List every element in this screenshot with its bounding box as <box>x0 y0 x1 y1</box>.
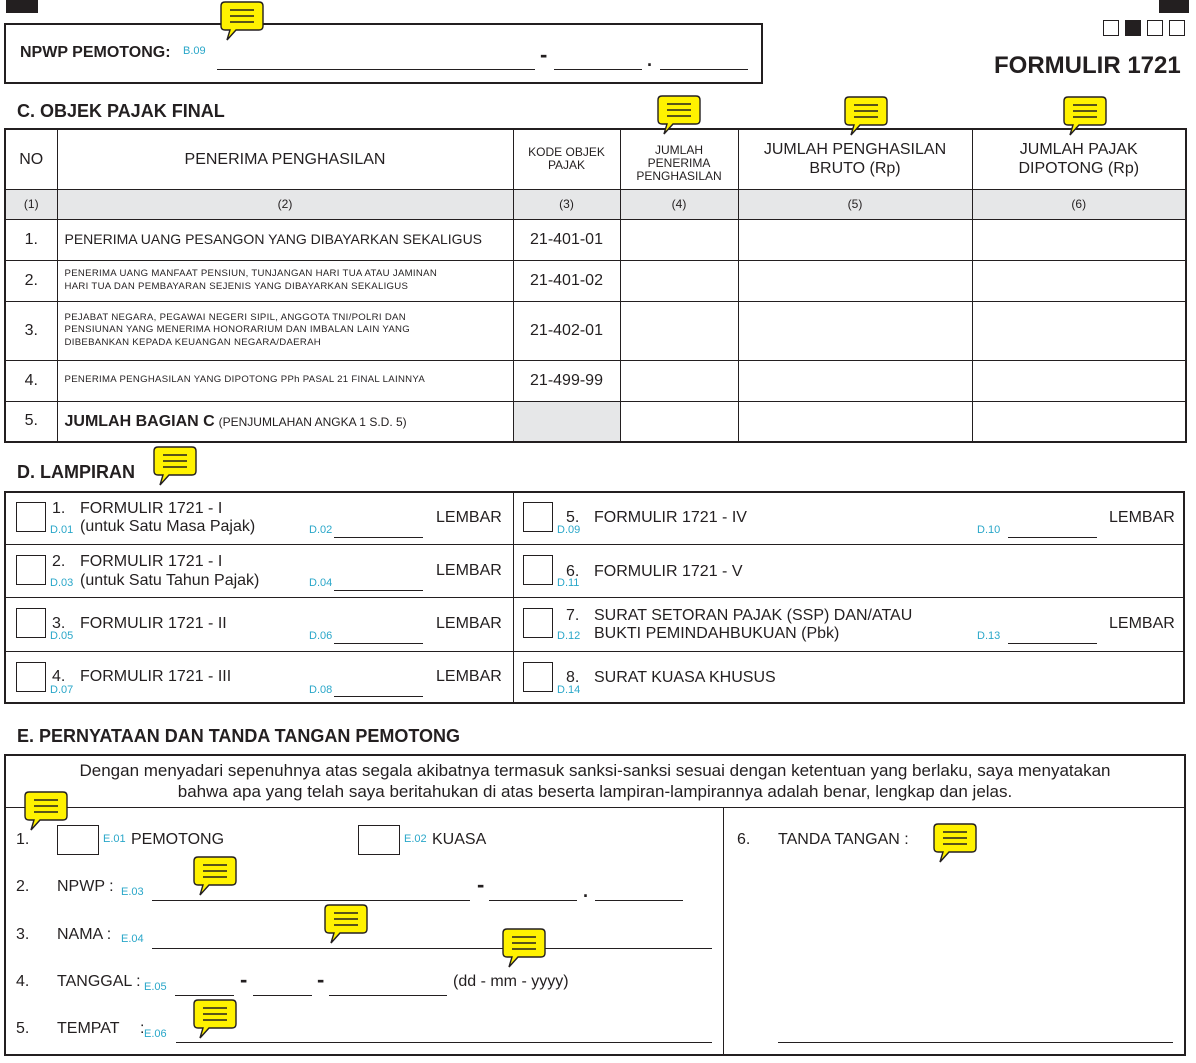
lembar-field-code: D.13 <box>977 630 1001 642</box>
tempat-colon: : <box>140 1020 145 1037</box>
column-number: (3) <box>513 189 620 219</box>
header-bruto-line2: BRUTO (Rp) <box>809 160 901 178</box>
npwp-label: NPWP : <box>57 878 114 895</box>
lembar-field-code: D.04 <box>309 577 333 589</box>
row-kode: 21-401-02 <box>513 260 620 301</box>
lembar-label: LEMBAR <box>436 509 502 526</box>
lembar-count-field[interactable] <box>334 590 423 591</box>
row-description <box>57 301 513 360</box>
row-kode: 21-402-01 <box>513 301 620 360</box>
pajak-cell[interactable] <box>972 219 1186 260</box>
item-number: 2. <box>16 878 30 895</box>
lembar-label: LEMBAR <box>436 668 502 685</box>
lembar-label: LEMBAR <box>436 562 502 579</box>
header-bruto-line1: JUMLAH PENGHASILAN <box>763 141 947 159</box>
row-number: 1. <box>5 219 57 260</box>
lampiran-item-label: SURAT KUASA KHUSUS <box>594 669 776 686</box>
header-kode <box>513 129 620 189</box>
lampiran-item-number: 1. <box>52 500 66 517</box>
checkbox-code: D.05 <box>50 630 74 642</box>
jumlah-penerima-cell[interactable] <box>620 260 738 301</box>
statement-line-1: Dengan menyadari sepenuhnya atas segala akibatnya termasuk sanksi-sanksi sesuai dengan ketentuan yang berlaku, saya menyatakan <box>79 761 1111 780</box>
lampiran-checkbox-1[interactable] <box>16 502 46 532</box>
lampiran-item-label: SURAT SETORAN PAJAK (SSP) DAN/ATAU <box>594 607 913 624</box>
row-description <box>57 260 513 301</box>
header-pajak-line1: JUMLAH PAJAK <box>1019 141 1138 159</box>
npwp-dash: - <box>540 42 548 67</box>
jumlah-penerima-cell[interactable] <box>620 301 738 360</box>
lampiran-item-number: 4. <box>52 668 66 685</box>
lampiran-item-label: FORMULIR 1721 - I <box>80 500 223 517</box>
tanggal-format: (dd - mm - yyyy) <box>453 973 569 990</box>
lampiran-item-number: 5. <box>566 509 580 526</box>
total-row <box>5 401 1186 442</box>
signature-divider <box>723 807 724 1056</box>
npwp-pemotong-field-2[interactable] <box>554 69 642 70</box>
header-jumlah-penerima <box>620 129 738 189</box>
lampiran-item-number: 6. <box>566 563 580 580</box>
lembar-label: LEMBAR <box>1109 509 1175 526</box>
header-jp-line2: PENERIMA <box>647 155 711 170</box>
lampiran-item-label: FORMULIR 1721 - III <box>80 668 232 685</box>
comment-note-icon[interactable] <box>153 445 197 487</box>
column-number-row <box>5 189 1186 219</box>
checkbox-code: D.09 <box>557 524 581 536</box>
row-description-line: PENSIUNAN YANG MENERIMA HONORARIUM DAN IMBALAN LAIN YANG <box>64 324 411 336</box>
header-jp-line1: JUMLAH <box>654 142 703 157</box>
comment-note-icon[interactable] <box>193 855 237 897</box>
nama-code: E.04 <box>121 933 144 945</box>
table-row <box>5 260 1186 301</box>
pemotong-code: E.01 <box>103 833 126 845</box>
npwp-pemotong-code: B.09 <box>183 45 206 57</box>
row-description-line: PENERIMA UANG MANFAAT PENSIUN, TUNJANGAN HARI TUA ATAU JAMINAN <box>64 268 438 279</box>
checkbox-code: D.14 <box>557 684 581 696</box>
lampiran-checkbox-8[interactable] <box>523 662 553 692</box>
statement-divider <box>4 807 1186 808</box>
jumlah-penerima-cell[interactable] <box>620 219 738 260</box>
total-label: JUMLAH BAGIAN C <box>64 412 215 430</box>
checkbox-code: D.03 <box>50 577 74 589</box>
header-pajak <box>972 129 1186 189</box>
lembar-count-field[interactable] <box>1008 537 1097 538</box>
comment-note-icon[interactable] <box>193 998 237 1040</box>
comment-note-icon[interactable] <box>844 95 888 137</box>
comment-note-icon[interactable] <box>324 903 368 945</box>
lampiran-item-number: 7. <box>566 607 580 624</box>
checkbox-code: D.12 <box>557 630 581 642</box>
item-number: 3. <box>16 926 30 943</box>
column-number: (6) <box>972 189 1186 219</box>
lembar-field-code: D.08 <box>309 684 333 696</box>
pajak-total-cell[interactable] <box>972 401 1186 442</box>
bruto-total-cell[interactable] <box>738 401 972 442</box>
jumlah-penerima-cell[interactable] <box>620 360 738 401</box>
header-penerima: PENERIMA PENGHASILAN <box>57 129 513 189</box>
lampiran-item-number: 3. <box>52 615 66 632</box>
npwp-field-3[interactable] <box>595 900 683 901</box>
lampiran-item-label: FORMULIR 1721 - II <box>80 615 227 632</box>
lembar-count-field[interactable] <box>334 696 423 697</box>
lampiran-divider <box>4 544 1185 545</box>
total-label-cell <box>57 401 513 442</box>
tanggal-day-field[interactable] <box>175 995 234 996</box>
lampiran-item-number: 2. <box>52 553 66 570</box>
lampiran-checkbox-3[interactable] <box>16 608 46 638</box>
tanggal-month-field[interactable] <box>253 995 312 996</box>
lembar-label: LEMBAR <box>436 615 502 632</box>
table-row <box>5 301 1186 360</box>
form-title: FORMULIR 1721 <box>994 52 1181 79</box>
checkbox-code: D.07 <box>50 684 74 696</box>
comment-note-icon[interactable] <box>502 927 546 969</box>
npwp-field-2[interactable] <box>489 900 577 901</box>
header-kode-line1: KODE OBJEK <box>528 145 605 160</box>
item-number: 6. <box>737 831 751 848</box>
lampiran-item-sublabel: (untuk Satu Masa Pajak) <box>80 518 256 535</box>
tanggal-year-field[interactable] <box>329 995 447 996</box>
bruto-cell[interactable] <box>738 301 972 360</box>
header-pajak-line2: DIPOTONG (Rp) <box>1018 160 1140 178</box>
pajak-cell[interactable] <box>972 301 1186 360</box>
npwp-field-1[interactable] <box>152 900 470 901</box>
total-note: (PENJUMLAHAN ANGKA 1 S.D. 5) <box>218 414 407 429</box>
kuasa-checkbox[interactable] <box>358 825 400 855</box>
lampiran-checkbox-7[interactable] <box>523 608 553 638</box>
lampiran-item-number: 8. <box>566 669 580 686</box>
page-indicator <box>1103 20 1187 38</box>
row-kode: 21-499-99 <box>513 360 620 401</box>
signature-line[interactable] <box>778 1042 1173 1043</box>
bruto-cell[interactable] <box>738 260 972 301</box>
lembar-field-code: D.10 <box>977 524 1001 536</box>
lembar-label: LEMBAR <box>1109 615 1175 632</box>
comment-note-icon[interactable] <box>933 822 977 864</box>
npwp-dot: . <box>647 50 653 70</box>
row-number: 4. <box>5 360 57 401</box>
section-c-title: C. OBJEK PAJAK FINAL <box>17 101 225 121</box>
row-description-line: HARI TUA DAN PEMBAYARAN SEJENIS YANG DIBAYARKAN SEKALIGUS <box>64 280 409 292</box>
table-row <box>5 219 1186 260</box>
row-description-line: DIBEBANKAN KEPADA KEUANGAN NEGARA/DAERAH <box>64 336 322 348</box>
column-number: (2) <box>57 189 513 219</box>
tempat-code: E.06 <box>144 1028 167 1040</box>
pajak-cell[interactable] <box>972 360 1186 401</box>
row-description-line: PEJABAT NEGARA, PEGAWAI NEGERI SIPIL, ANGGOTA TNI/POLRI DAN <box>64 311 406 323</box>
item-number: 5. <box>16 1020 30 1037</box>
row-description: PENERIMA PENGHASILAN YANG DIPOTONG PPh PASAL 21 FINAL LAINNYA <box>57 360 513 401</box>
npwp-pemotong-field-1[interactable] <box>217 69 535 70</box>
lembar-count-field[interactable] <box>1008 643 1097 644</box>
item-number: 1. <box>16 831 30 848</box>
checkbox-code: D.01 <box>50 524 74 536</box>
lembar-field-code: D.02 <box>309 524 333 536</box>
column-number: (4) <box>620 189 738 219</box>
kode-shaded-cell <box>513 401 620 442</box>
comment-note-icon[interactable] <box>1063 95 1107 137</box>
header-jp-line3: PENGHASILAN <box>636 168 722 183</box>
bruto-cell[interactable] <box>738 360 972 401</box>
lampiran-item-label: FORMULIR 1721 - V <box>594 563 743 580</box>
pemotong-label: PEMOTONG <box>131 831 225 848</box>
lampiran-checkbox-4[interactable] <box>16 662 46 692</box>
comment-note-icon[interactable] <box>657 94 701 136</box>
tempat-label: TEMPAT <box>57 1020 120 1037</box>
lampiran-checkbox-6[interactable] <box>523 555 553 585</box>
lampiran-item-sublabel: BUKTI PEMINDAHBUKUAN (Pbk) <box>594 625 840 642</box>
lembar-field-code: D.06 <box>309 630 333 642</box>
npwp-code: E.03 <box>121 886 144 898</box>
checkbox-code: D.11 <box>557 577 580 589</box>
row-number: 5. <box>5 401 57 442</box>
lampiran-divider <box>4 597 1185 598</box>
tanggal-code: E.05 <box>144 981 167 993</box>
section-d-title: D. LAMPIRAN <box>17 462 135 482</box>
header-no: NO <box>5 129 57 189</box>
page-indicator-box-1 <box>1103 20 1119 36</box>
page-indicator-box-4 <box>1169 20 1185 36</box>
header-kode-line2: PAJAK <box>547 158 586 173</box>
lembar-count-field[interactable] <box>334 643 423 644</box>
kuasa-label: KUASA <box>432 831 487 848</box>
npwp-pemotong-field-3[interactable] <box>660 69 748 70</box>
lampiran-checkbox-5[interactable] <box>523 502 553 532</box>
objek-pajak-final-table <box>4 128 1187 443</box>
table-header-row <box>5 129 1186 189</box>
corner-mark-right <box>1159 0 1189 13</box>
kuasa-code: E.02 <box>404 833 427 845</box>
section-e-title: E. PERNYATAAN DAN TANDA TANGAN PEMOTONG <box>17 726 461 746</box>
lampiran-checkbox-2[interactable] <box>16 555 46 585</box>
tanggal-dash: - <box>317 967 325 992</box>
tanggal-label: TANGGAL : <box>57 973 141 990</box>
column-number: (5) <box>738 189 972 219</box>
comment-note-icon[interactable] <box>24 790 68 832</box>
lampiran-item-sublabel: (untuk Satu Tahun Pajak) <box>80 572 260 589</box>
lampiran-item-label: FORMULIR 1721 - IV <box>594 509 747 526</box>
nama-field[interactable] <box>152 948 712 949</box>
page-indicator-box-2 <box>1125 20 1141 36</box>
npwp-pemotong-label: NPWP PEMOTONG: <box>20 44 171 61</box>
bruto-cell[interactable] <box>738 219 972 260</box>
nama-label: NAMA : <box>57 926 112 943</box>
comment-note-icon[interactable] <box>220 0 264 42</box>
tanda-tangan-label: TANDA TANGAN : <box>778 831 909 848</box>
tempat-field[interactable] <box>176 1042 712 1043</box>
row-description: PENERIMA UANG PESANGON YANG DIBAYARKAN SEKALIGUS <box>57 219 513 260</box>
pajak-cell[interactable] <box>972 260 1186 301</box>
corner-mark-left <box>6 0 38 13</box>
lampiran-divider <box>4 651 1185 652</box>
lampiran-item-label: FORMULIR 1721 - I <box>80 553 223 570</box>
column-number: (1) <box>5 189 57 219</box>
tanggal-dash: - <box>240 967 248 992</box>
npwp-dash: - <box>477 872 485 897</box>
row-number: 3. <box>5 301 57 360</box>
lembar-count-field[interactable] <box>334 537 423 538</box>
npwp-dot: . <box>583 881 589 901</box>
jumlah-penerima-total-cell[interactable] <box>620 401 738 442</box>
table-row <box>5 360 1186 401</box>
row-kode: 21-401-01 <box>513 219 620 260</box>
item-number: 4. <box>16 973 30 990</box>
row-number: 2. <box>5 260 57 301</box>
header-bruto <box>738 129 972 189</box>
page-indicator-box-3 <box>1147 20 1163 36</box>
statement-line-2: bahwa apa yang telah saya beritahukan di atas beserta lampiran-lampirannya adalah benar, lengkap dan jelas. <box>177 782 1013 801</box>
